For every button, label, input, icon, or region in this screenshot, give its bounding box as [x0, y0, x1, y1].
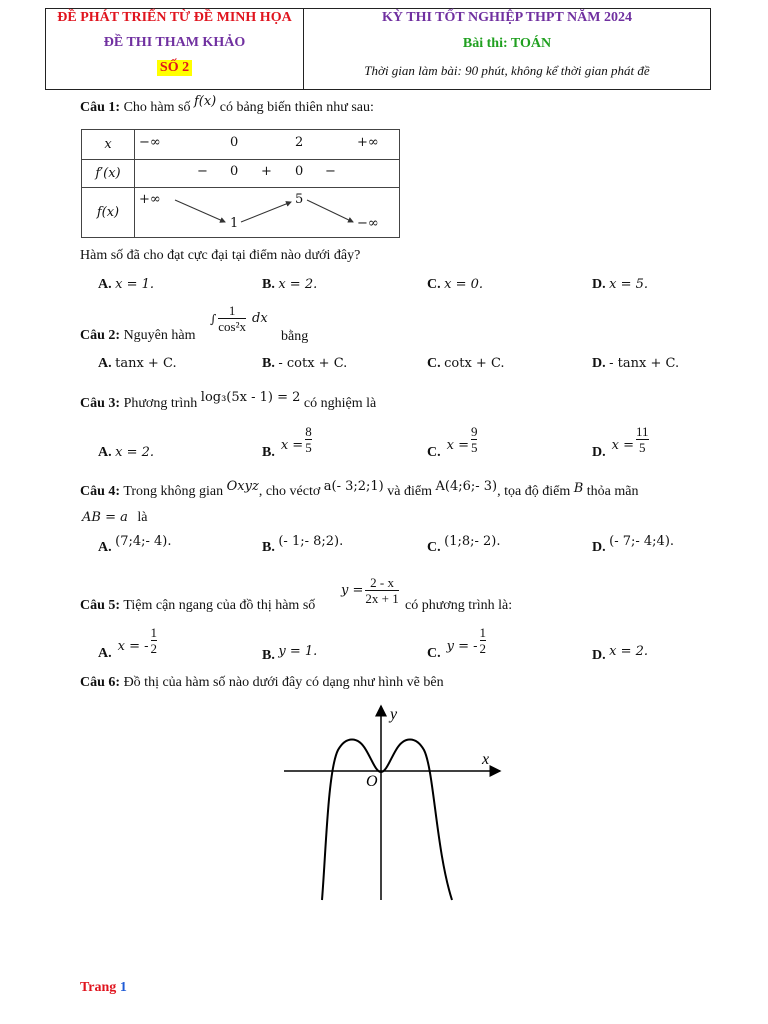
- q1-text-a: Cho hàm số: [123, 100, 191, 115]
- exam-number-badge: SỐ 2: [157, 60, 192, 76]
- vt-zero-1: 0: [230, 164, 239, 179]
- q2-statement: Câu 2: Nguyên hàm: [80, 328, 196, 343]
- q6-statement: Câu 6: Đồ thị của hàm số nào dưới đây có dạng như hình vẽ bên: [80, 675, 444, 690]
- vt-arrows: [135, 188, 399, 238]
- q3-label: Câu 3:: [80, 396, 121, 411]
- q4-option-c[interactable]: C. (1;8;- 2).: [427, 534, 501, 555]
- header-right-line1: KỲ THI TỐT NGHIỆP THPT NĂM 2024: [382, 10, 632, 25]
- graph-curve: [322, 740, 452, 901]
- q5-option-b[interactable]: B. y = 1.: [262, 644, 318, 663]
- vt-f-neg-inf: −∞: [357, 216, 379, 231]
- q4-label: Câu 4:: [80, 484, 121, 499]
- q3-option-d[interactable]: D. x = $\frac{11}{5}$: [592, 424, 649, 460]
- vt-f-min: 1: [230, 216, 239, 231]
- x-axis-label: x: [482, 751, 490, 768]
- q1-fx: f(x): [193, 94, 217, 109]
- q1-option-b[interactable]: B. x = 2.: [262, 277, 318, 292]
- vt-x-0: 0: [230, 135, 239, 150]
- q6-graph: [280, 700, 510, 905]
- vt-row2-head: f′(x): [82, 160, 135, 188]
- q5-text-b: có phương trình là:: [405, 598, 513, 613]
- q2-text-b: bằng: [281, 329, 309, 344]
- header-left-line1: ĐỀ PHÁT TRIỂN TỪ ĐỀ MINH HỌA: [57, 10, 292, 25]
- q2-label: Câu 2:: [80, 328, 121, 343]
- q4-option-b[interactable]: B. (- 1;- 8;2).: [262, 534, 344, 555]
- header-box: [45, 8, 711, 90]
- vt-f-pos-inf: +∞: [139, 192, 161, 207]
- vt-x-2: 2: [295, 135, 304, 150]
- q4-statement: Câu 4: Trong không gian Oxyz, cho véctơ a(- 3;2;1) và điểm A(4;6;- 3), tọa độ điểm B thỏa mãn: [80, 479, 639, 499]
- q3-option-b[interactable]: B. x = $\frac{8}{5}$: [262, 424, 312, 460]
- vt-zero-2: 0: [295, 164, 304, 179]
- q2-option-a[interactable]: A. tanx + C.: [98, 356, 177, 371]
- q1-question: Hàm số đã cho đạt cực đại tại điểm nào dưới đây?: [80, 248, 361, 263]
- q3-equation: log₃(5x - 1) = 2: [200, 390, 301, 405]
- origin-label: O: [366, 773, 378, 790]
- q5-option-a[interactable]: A. x = - $\frac{1}{2}$: [98, 625, 158, 661]
- q4-statement-2: AB = a là: [82, 510, 148, 525]
- q5-function: y = $\frac{2 - x}{2x + 1}$: [341, 575, 399, 606]
- vt-x-pos-inf: +∞: [357, 135, 379, 150]
- q2-integral: ∫ $\frac{1}{\text{cos²x}}$ dx: [210, 303, 268, 334]
- page-footer: Trang 1: [80, 980, 127, 995]
- header-left-line2: ĐỀ THI THAM KHẢO: [103, 35, 246, 50]
- vt-x-neg-inf: −∞: [139, 135, 161, 150]
- vt-sign-2: +: [261, 164, 272, 179]
- q2-option-c[interactable]: C. cotx + C.: [427, 356, 505, 371]
- q5-statement: Câu 5: Tiệm cận ngang của đồ thị hàm số: [80, 598, 316, 613]
- variation-table: [81, 129, 400, 238]
- vt-row3-head: f(x): [82, 188, 135, 238]
- vt-row1-head: x: [82, 130, 135, 160]
- q3-option-c[interactable]: C. x = $\frac{9}{5}$: [427, 424, 478, 460]
- q1-option-c[interactable]: C. x = 0.: [427, 277, 484, 292]
- vt-f-max: 5: [295, 192, 304, 207]
- q2-option-d[interactable]: D. - tanx + C.: [592, 356, 680, 371]
- q5-label: Câu 5:: [80, 598, 121, 613]
- q3-option-a[interactable]: A. x = 2.: [98, 445, 155, 460]
- q1-statement: [80, 94, 374, 116]
- y-axis-label: y: [390, 706, 398, 723]
- header-right-line3: Thời gian làm bài: 90 phút, không kể thời gian phát đề: [364, 63, 650, 78]
- q4-option-a[interactable]: A. (7;4;- 4).: [98, 534, 172, 555]
- q1-text-b: có bảng biến thiên như sau:: [219, 100, 374, 115]
- q4-option-d[interactable]: D. (- 7;- 4;4).: [592, 534, 675, 555]
- q5-option-d[interactable]: D. x = 2.: [592, 644, 649, 663]
- vt-sign-1: −: [197, 164, 208, 179]
- q3-statement: Câu 3: Phương trình log₃(5x - 1) = 2 có nghiệm là: [80, 390, 377, 411]
- q1-option-a[interactable]: A. x = 1.: [98, 277, 155, 292]
- q6-label: Câu 6:: [80, 675, 121, 690]
- vt-sign-3: −: [325, 164, 336, 179]
- header-right-line2: Bài thi: TOÁN: [462, 36, 552, 51]
- q5-option-c[interactable]: C. y = - $\frac{1}{2}$: [427, 625, 487, 661]
- q1-option-d[interactable]: D. x = 5.: [592, 277, 649, 292]
- q1-label: Câu 1:: [80, 100, 121, 115]
- q2-option-b[interactable]: B. - cotx + C.: [262, 356, 348, 371]
